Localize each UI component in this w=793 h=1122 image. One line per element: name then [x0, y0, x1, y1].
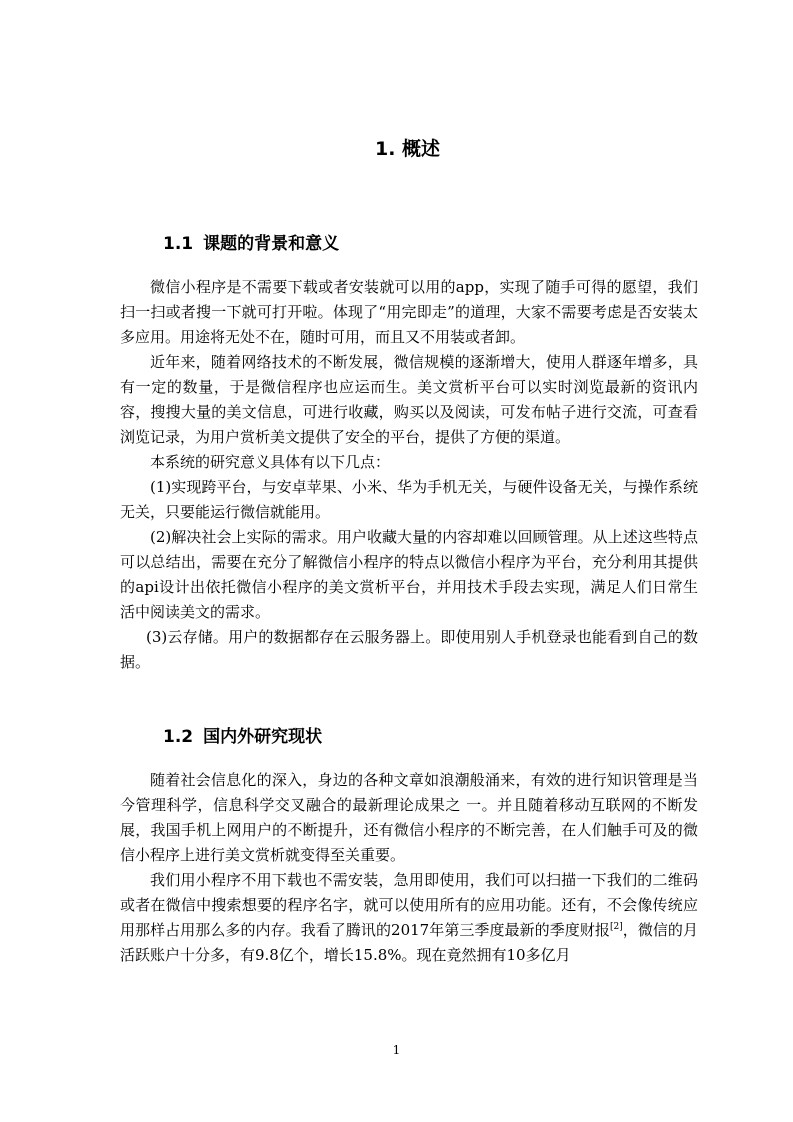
- paragraph: (3)云存储。用户的数据都存在云服务器上。即使用别人手机登录也能看到自己的数据。: [120, 628, 698, 671]
- paragraph-text: ，微信的月活跃账户十分多，有9.8亿个，增长15.8%。现在竟然拥有10多亿月: [120, 921, 698, 964]
- section-title: 课题的背景和意义: [203, 234, 340, 254]
- section-1-2-body: [120, 768, 698, 968]
- paragraph: 微信小程序是不需要下载或者安装就可以用的app，实现了随手可得的愿望，我们扫一扫或者搜一下就可打开啦。体现了“用完即走”的道理，大家不需要考虑是否安装太多应用。用途将无处不在，随时可用，而且又不用装或者卸。: [120, 278, 698, 346]
- section-heading-1-2: [163, 722, 322, 747]
- paragraph: 近年来，随着网络技术的不断发展，微信规模的逐渐增大，使用人群逐年增多，具有一定的数量，于是微信程序也应运而生。美文赏析平台可以实时浏览最新的资讯内容，搜搜大量的美文信息，可进行收藏，购买以及阅读，可发布帖子进行交流，可查看浏览记录，为用户赏析美文提供了安全的平台，提供了方便的渠道。: [120, 353, 698, 446]
- paragraph: (2)解决社会上实际的需求。用户收藏大量的内容却难以回顾管理。从上述这些特点可以总结出，需要在充分了解微信小程序的特点以微信小程序为平台，充分利用其提供的api设计出依托微信小程序的美文赏析平台，并用技术手段去实现，满足人们日常生活中阅读美文的需求。: [120, 528, 698, 621]
- paragraph-text: 我们用小程序不用下载也不需安装，急用即使用，我们可以扫描一下我们的二维码或者在微信中搜索想要的程序名字，就可以使用所有的应用功能。还有，不会像传统应用那样占用那么多的内存。我看了腾讯的2017年第三季度最新的季度财报: [120, 871, 698, 939]
- paragraph: 本系统的研究意义具体有以下几点：: [150, 453, 391, 471]
- section-heading-1-1: [163, 229, 339, 254]
- section-1-1-body: [120, 275, 698, 675]
- citation-ref: [2]: [609, 922, 623, 932]
- page-number: 1: [392, 1043, 401, 1057]
- paragraph: 随着社会信息化的深入，身边的各种文章如浪潮般涌来，有效的进行知识管理是当今管理科学，信息科学交叉融合的最新理论成果之 一。并且随着移动互联网的不断发展，我国手机上网用户的不断提升，还有微信小程序的不断完善，在人们触手可及的微信小程序上进行美文赏析就变得至关重要。: [120, 771, 698, 864]
- paragraph: (1)实现跨平台，与安卓苹果、小米、华为手机无关，与硬件设备无关，与操作系统无关，只要能运行微信就能用。: [120, 478, 698, 521]
- section-number: 1.1: [163, 234, 194, 254]
- page-title: 1. 概述: [374, 138, 441, 160]
- section-number: 1.2: [163, 727, 194, 747]
- paragraph: [120, 868, 698, 968]
- section-title: 国内外研究现状: [203, 727, 323, 747]
